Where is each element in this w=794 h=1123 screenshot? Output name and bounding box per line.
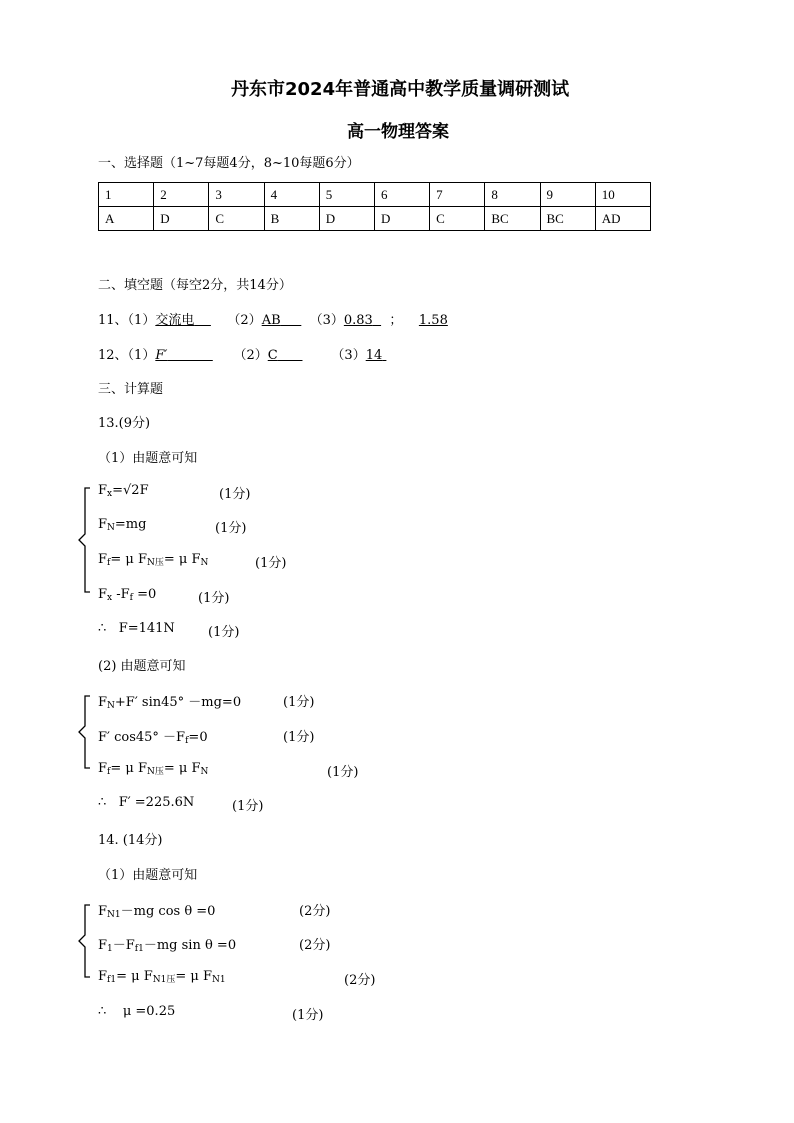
table-cell: C (209, 207, 264, 231)
q12-answer2: C (267, 348, 278, 363)
q14-eq1-points: (2分) (299, 904, 331, 919)
table-cell: 10 (595, 183, 650, 207)
q11-separator: ； (389, 313, 403, 328)
table-cell: C (430, 207, 485, 231)
q13-result1: ∴ F=141N (98, 621, 175, 636)
table-cell: A (99, 207, 154, 231)
table-cell: 8 (485, 183, 540, 207)
q12-part1: （1） (127, 348, 156, 363)
q13-eq1-points: (1分) (219, 487, 251, 502)
q13-eq1: $F_x=√2F$ (98, 483, 149, 499)
table-cell: 3 (209, 183, 264, 207)
answer-table (98, 182, 651, 231)
table-cell: 4 (264, 183, 319, 207)
q12-label: 12、 (98, 348, 128, 363)
table-cell: D (154, 207, 209, 231)
q14-eq2: $F_1-F_{f1}-mg$ sin θ =0 (98, 938, 237, 954)
table-cell: D (319, 207, 374, 231)
therefore-icon: ∴ (98, 621, 107, 636)
q13-result2: ∴ F′ =225.6N (98, 795, 195, 810)
q11-answer2: AB (261, 313, 281, 328)
q11-part3: （3） (309, 313, 344, 328)
q13-result2-points: (1分) (232, 799, 264, 814)
q13-eq3-points: (1分) (255, 556, 287, 571)
q13-eq4-points: (1分) (198, 591, 230, 606)
q14-result: ∴ μ =0.25 (98, 1004, 176, 1019)
q13-eq7-points: (1分) (327, 765, 359, 780)
q14-label: 14. (14分) (98, 833, 163, 848)
therefore-icon: ∴ (98, 795, 107, 810)
table-cell: 2 (154, 183, 209, 207)
q11-answer1: 交流电 (155, 313, 195, 328)
q13-eq2-points: (1分) (215, 521, 247, 536)
q13-eq2: $F_N=mg$ (98, 517, 147, 533)
section2-heading: 二、填空题（每空2分，共14分） (98, 278, 292, 293)
q13-eq6-points: (1分) (283, 730, 315, 745)
section1-heading: 一、选择题（1~7每题4分，8~10每题6分） (98, 156, 360, 171)
table-cell: 6 (374, 183, 429, 207)
q13-eq4: $F_x$ $-F_f =0$ (98, 587, 157, 603)
q13-eq7: $F_f= \mu$ $F_{N压}= \mu$ $F_N$ (98, 761, 209, 777)
table-cell: D (374, 207, 429, 231)
brace-icon (72, 692, 96, 772)
q13-eq5: $F_N+F'$ sin45° －mg=0 (98, 695, 242, 711)
q13-part2-heading: (2) 由题意可知 (98, 659, 186, 674)
q12-answer1: F′ (155, 348, 168, 363)
table-cell: 7 (430, 183, 485, 207)
brace-icon (72, 901, 96, 981)
page-subtitle: 高一物理答案 (347, 122, 449, 142)
q13-result1-points: (1分) (208, 625, 240, 640)
brace-icon (72, 484, 96, 596)
q11-part1: （1） (127, 313, 156, 328)
table-row (99, 207, 651, 231)
q13-eq3: $F_f= \mu$ $F_{N压}= \mu$ $F_N$ (98, 552, 209, 568)
table-cell: AD (595, 207, 650, 231)
q13-part1-heading: （1）由题意可知 (98, 451, 198, 466)
q13-eq5-points: (1分) (283, 695, 315, 710)
q14-part1-heading: （1）由题意可知 (98, 868, 198, 883)
q14-eq2-points: (2分) (299, 938, 331, 953)
q11-line (98, 309, 448, 328)
q13-label: 13.(9分) (98, 416, 151, 431)
table-cell: BC (485, 207, 540, 231)
q14-eq3: $F_{f1}= \mu$ $F_{N1压}= \mu$ $F_{N1}$ (98, 969, 226, 985)
therefore-icon: ∴ (98, 1004, 107, 1019)
q14-eq3-points: (2分) (344, 973, 376, 988)
q14-result-points: (1分) (292, 1008, 324, 1023)
table-row (99, 183, 651, 207)
table-cell: 9 (540, 183, 595, 207)
q11-label: 11、 (98, 313, 128, 328)
table-cell: 1 (99, 183, 154, 207)
table-cell: 5 (319, 183, 374, 207)
q12-part3: （3） (331, 348, 366, 363)
q11-part2: （2） (227, 313, 262, 328)
q12-answer3: 14 (365, 348, 383, 363)
page-title: 丹东市2024年普通高中教学质量调研测试 (231, 79, 570, 100)
table-cell: BC (540, 207, 595, 231)
q12-part2: （2） (233, 348, 268, 363)
q11-answer4: 1.58 (418, 313, 448, 328)
q11-answer3: 0.83 (343, 313, 373, 328)
q13-eq6: F′ $\cos 45^\circ -F_f=0$ (98, 730, 208, 746)
section3-heading: 三、计算题 (98, 382, 164, 397)
q12-line (98, 344, 386, 363)
table-cell: B (264, 207, 319, 231)
q14-eq1: $F_{N1}-mg$ cos θ =0 (98, 904, 216, 920)
